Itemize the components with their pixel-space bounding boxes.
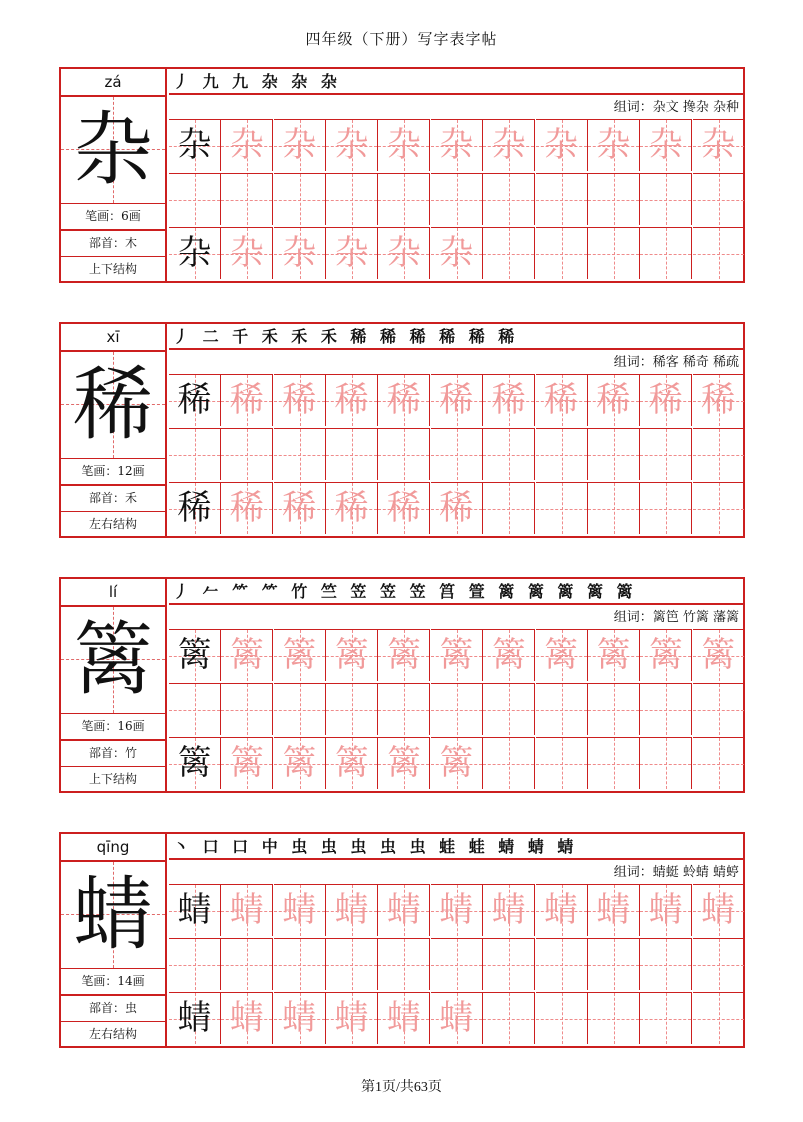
practice-cell[interactable] [169, 683, 221, 735]
trace-char: 稀 [334, 380, 369, 420]
practice-cell[interactable] [378, 119, 430, 171]
practice-cell[interactable] [640, 629, 692, 681]
practice-cell[interactable] [378, 374, 430, 426]
practice-cell[interactable] [483, 482, 535, 534]
trace-char: 蜻 [544, 890, 578, 930]
practice-cell[interactable] [221, 737, 273, 789]
character-info-panel [61, 579, 167, 791]
trace-char: 稀 [491, 380, 526, 420]
practice-cell[interactable] [431, 173, 483, 225]
word-examples: 组词：篱笆 竹篱 藩篱 [613, 610, 739, 625]
practice-cell[interactable] [326, 227, 378, 279]
trace-char: 稀 [229, 488, 264, 528]
practice-cell[interactable] [274, 683, 326, 735]
practice-model-char: 蜻 [177, 890, 212, 930]
practice-model-char: 稀 [177, 488, 212, 528]
practice-cell[interactable] [640, 938, 692, 990]
practice-cell[interactable] [274, 629, 326, 681]
model-character: 蜻 [73, 868, 153, 961]
practice-cell[interactable] [326, 737, 378, 789]
trace-char: 蜻 [282, 890, 317, 930]
trace-char: 稀 [229, 380, 264, 420]
practice-cell[interactable] [536, 482, 588, 534]
page-title: 四年级（下册）写字表字帖 [305, 30, 498, 48]
practice-cell[interactable] [640, 683, 692, 735]
trace-char: 篱 [439, 635, 474, 675]
trace-char: 稀 [544, 380, 578, 420]
model-character-box [61, 862, 165, 969]
stroke-order: 丿 二 千 禾 禾 禾 稀 稀 稀 稀 稀 稀 [169, 324, 745, 350]
trace-char: 蜻 [229, 998, 264, 1038]
pinyin: xī [61, 324, 165, 352]
practice-cell[interactable] [221, 992, 273, 1044]
practice-cell[interactable] [378, 938, 430, 990]
practice-cell[interactable] [588, 683, 640, 735]
word-examples: 组词：蜻蜓 蛉蜻 蜻蝏 [613, 865, 739, 880]
trace-char: 稀 [439, 380, 474, 420]
practice-cell[interactable] [169, 884, 221, 936]
trace-char: 篱 [282, 635, 317, 675]
practice-cell[interactable] [693, 173, 745, 225]
practice-cell[interactable] [326, 938, 378, 990]
practice-model-char: 稀 [177, 380, 212, 420]
practice-cell[interactable] [693, 629, 745, 681]
trace-char: 篱 [229, 635, 264, 675]
practice-cell[interactable] [221, 119, 273, 171]
practice-cell[interactable] [326, 428, 378, 480]
practice-cell[interactable] [588, 629, 640, 681]
practice-cell[interactable] [536, 992, 588, 1044]
practice-cell[interactable] [483, 629, 535, 681]
structure: 左右结构 [88, 517, 137, 531]
practice-cell[interactable] [169, 119, 221, 171]
practice-cell[interactable] [274, 428, 326, 480]
character-block [59, 67, 745, 283]
trace-char: 蜻 [229, 890, 264, 930]
practice-cell[interactable] [431, 938, 483, 990]
trace-char: 稀 [596, 380, 631, 420]
practice-cell[interactable] [693, 227, 745, 279]
model-character: 杂 [73, 103, 153, 196]
practice-cell[interactable] [640, 173, 692, 225]
practice-cell[interactable] [588, 482, 640, 534]
practice-grid [169, 629, 745, 791]
practice-cell[interactable] [536, 737, 588, 789]
practice-cell[interactable] [378, 428, 430, 480]
practice-cell[interactable] [221, 374, 273, 426]
practice-cell[interactable] [483, 374, 535, 426]
trace-char: 稀 [282, 380, 317, 420]
character-block [59, 322, 745, 538]
practice-cell[interactable] [326, 374, 378, 426]
trace-char: 稀 [282, 488, 317, 528]
practice-cell[interactable] [640, 119, 692, 171]
character-block [59, 832, 745, 1048]
practice-cell[interactable] [274, 884, 326, 936]
pinyin: zá [61, 69, 165, 97]
practice-cell[interactable] [326, 683, 378, 735]
practice-cell[interactable] [221, 482, 273, 534]
practice-cell[interactable] [588, 374, 640, 426]
structure: 上下结构 [88, 772, 137, 786]
practice-cell[interactable] [483, 119, 535, 171]
practice-cell[interactable] [431, 119, 483, 171]
practice-cell[interactable] [483, 938, 535, 990]
radical: 部首：禾 [61, 486, 165, 512]
practice-model-char: 篱 [177, 635, 212, 675]
stroke-count: 笔画：6画 [61, 204, 165, 231]
trace-char: 蜻 [439, 998, 474, 1038]
practice-cell[interactable] [640, 227, 692, 279]
practice-cell[interactable] [483, 683, 535, 735]
trace-char: 篱 [334, 743, 369, 783]
practice-cell[interactable] [378, 884, 430, 936]
practice-cell[interactable] [483, 992, 535, 1044]
practice-model-char: 杂 [177, 233, 212, 273]
practice-cell[interactable] [221, 428, 273, 480]
practice-cell[interactable] [169, 173, 221, 225]
practice-cell[interactable] [274, 173, 326, 225]
practice-cell[interactable] [326, 992, 378, 1044]
practice-cell[interactable] [693, 482, 745, 534]
practice-cell[interactable] [588, 119, 640, 171]
character-info-panel [61, 69, 167, 281]
trace-char: 稀 [701, 380, 736, 420]
practice-cell[interactable] [693, 683, 745, 735]
practice-grid [169, 884, 745, 1046]
radical: 部首：竹 [61, 741, 165, 767]
practice-cell[interactable] [326, 629, 378, 681]
practice-cell[interactable] [588, 938, 640, 990]
page-number: 第1页/共63页 [361, 1080, 442, 1095]
practice-cell[interactable] [588, 173, 640, 225]
trace-char: 稀 [386, 488, 421, 528]
practice-cell[interactable] [640, 992, 692, 1044]
trace-char: 杂 [439, 125, 474, 165]
practice-cell[interactable] [274, 227, 326, 279]
trace-char: 杂 [386, 125, 421, 165]
character-info-panel [61, 834, 167, 1046]
practice-cell[interactable] [378, 737, 430, 789]
practice-cell[interactable] [588, 737, 640, 789]
stroke-order: 丶 口 口 中 虫 虫 虫 虫 虫 蛙 蛙 蜻 蜻 蜻 [169, 834, 745, 860]
practice-cell[interactable] [431, 683, 483, 735]
practice-cell[interactable] [169, 374, 221, 426]
practice-cell[interactable] [431, 992, 483, 1044]
word-examples: 组词：杂文 搀杂 杂种 [613, 100, 739, 115]
trace-char: 稀 [648, 380, 683, 420]
practice-cell[interactable] [536, 884, 588, 936]
practice-cell[interactable] [483, 737, 535, 789]
character-block [59, 577, 745, 793]
trace-char: 杂 [491, 125, 526, 165]
trace-char: 篱 [491, 635, 526, 675]
practice-cell[interactable] [588, 227, 640, 279]
practice-cell[interactable] [693, 119, 745, 171]
practice-cell[interactable] [221, 173, 273, 225]
word-examples: 组词：稀客 稀奇 稀疏 [613, 355, 739, 370]
trace-char: 杂 [596, 125, 631, 165]
trace-char: 稀 [386, 380, 421, 420]
trace-char: 蜻 [596, 890, 631, 930]
trace-char: 稀 [334, 488, 369, 528]
practice-cell[interactable] [431, 629, 483, 681]
trace-char: 蜻 [491, 890, 526, 930]
practice-cell[interactable] [483, 173, 535, 225]
trace-char: 篱 [544, 635, 578, 675]
practice-cell[interactable] [431, 227, 483, 279]
trace-char: 篱 [386, 743, 421, 783]
practice-cell[interactable] [693, 938, 745, 990]
trace-char: 杂 [334, 125, 369, 165]
trace-char: 蜻 [439, 890, 474, 930]
practice-cell[interactable] [483, 884, 535, 936]
practice-cell[interactable] [640, 482, 692, 534]
practice-cell[interactable] [693, 428, 745, 480]
practice-cell[interactable] [274, 374, 326, 426]
pinyin: lí [61, 579, 165, 607]
practice-cell[interactable] [221, 683, 273, 735]
trace-char: 杂 [439, 233, 474, 273]
practice-cell[interactable] [588, 884, 640, 936]
practice-cell[interactable] [378, 992, 430, 1044]
trace-char: 杂 [229, 125, 264, 165]
practice-cell[interactable] [169, 737, 221, 789]
practice-cell[interactable] [536, 119, 588, 171]
trace-char: 蜻 [334, 998, 369, 1038]
trace-char: 杂 [648, 125, 683, 165]
practice-cell[interactable] [640, 737, 692, 789]
practice-cell[interactable] [169, 428, 221, 480]
trace-char: 篱 [596, 635, 631, 675]
practice-cell[interactable] [221, 227, 273, 279]
practice-model-char: 杂 [177, 125, 212, 165]
trace-char: 篱 [648, 635, 683, 675]
practice-cell[interactable] [169, 992, 221, 1044]
trace-char: 蜻 [648, 890, 683, 930]
practice-grid [169, 119, 745, 281]
practice-cell[interactable] [431, 482, 483, 534]
trace-char: 杂 [282, 233, 317, 273]
radical: 部首：木 [61, 231, 165, 257]
practice-cell[interactable] [536, 629, 588, 681]
practice-cell[interactable] [640, 884, 692, 936]
trace-char: 杂 [229, 233, 264, 273]
practice-cell[interactable] [169, 227, 221, 279]
practice-cell[interactable] [640, 374, 692, 426]
practice-cell[interactable] [221, 884, 273, 936]
stroke-count: 笔画：14画 [61, 969, 165, 996]
practice-cell[interactable] [483, 227, 535, 279]
trace-char: 蜻 [386, 998, 421, 1038]
trace-char: 篱 [334, 635, 369, 675]
trace-char: 篱 [701, 635, 736, 675]
trace-char: 杂 [701, 125, 736, 165]
practice-cell[interactable] [221, 629, 273, 681]
practice-model-char: 篱 [177, 743, 212, 783]
trace-char: 篱 [439, 743, 474, 783]
practice-cell[interactable] [169, 482, 221, 534]
practice-cell[interactable] [274, 119, 326, 171]
trace-char: 杂 [386, 233, 421, 273]
practice-cell[interactable] [431, 884, 483, 936]
practice-cell[interactable] [640, 428, 692, 480]
stroke-count: 笔画：12画 [61, 459, 165, 486]
trace-char: 杂 [334, 233, 369, 273]
practice-cell[interactable] [378, 227, 430, 279]
model-character-box [61, 97, 165, 204]
practice-cell[interactable] [378, 629, 430, 681]
practice-cell[interactable] [536, 428, 588, 480]
trace-char: 蜻 [282, 998, 317, 1038]
practice-cell[interactable] [326, 173, 378, 225]
stroke-count: 笔画：16画 [61, 714, 165, 741]
stroke-order: 丿 𠂉 ⺮ ⺮ 竹 竺 笠 笠 笠 筥 箮 篱 篱 篱 篱 篱 [169, 579, 745, 605]
practice-model-char: 蜻 [177, 998, 212, 1038]
model-character: 篱 [73, 613, 153, 706]
trace-char: 篱 [229, 743, 264, 783]
practice-cell[interactable] [274, 737, 326, 789]
practice-cell[interactable] [431, 374, 483, 426]
character-info-panel [61, 324, 167, 536]
model-character-box [61, 607, 165, 714]
practice-cell[interactable] [169, 938, 221, 990]
trace-char: 篱 [282, 743, 317, 783]
practice-cell[interactable] [378, 683, 430, 735]
practice-cell[interactable] [536, 374, 588, 426]
practice-cell[interactable] [169, 629, 221, 681]
practice-cell[interactable] [693, 374, 745, 426]
practice-cell[interactable] [536, 227, 588, 279]
practice-cell[interactable] [378, 173, 430, 225]
model-character-box [61, 352, 165, 459]
practice-cell[interactable] [693, 992, 745, 1044]
radical: 部首：虫 [61, 996, 165, 1022]
trace-char: 篱 [386, 635, 421, 675]
practice-cell[interactable] [274, 938, 326, 990]
practice-cell[interactable] [221, 938, 273, 990]
practice-cell[interactable] [588, 428, 640, 480]
practice-cell[interactable] [693, 737, 745, 789]
practice-cell[interactable] [326, 482, 378, 534]
model-character: 稀 [73, 358, 153, 451]
practice-cell[interactable] [326, 884, 378, 936]
practice-cell[interactable] [274, 482, 326, 534]
structure: 上下结构 [88, 262, 137, 276]
practice-cell[interactable] [431, 428, 483, 480]
trace-char: 杂 [282, 125, 317, 165]
trace-char: 杂 [544, 125, 578, 165]
trace-char: 蜻 [334, 890, 369, 930]
practice-cell[interactable] [483, 428, 535, 480]
practice-cell[interactable] [326, 119, 378, 171]
practice-cell[interactable] [693, 884, 745, 936]
structure: 左右结构 [88, 1027, 137, 1041]
practice-cell[interactable] [536, 173, 588, 225]
stroke-order: 丿 九 九 杂 杂 杂 [169, 69, 745, 95]
pinyin: qīng [61, 834, 165, 862]
practice-cell[interactable] [378, 482, 430, 534]
practice-cell[interactable] [536, 683, 588, 735]
practice-grid [169, 374, 745, 536]
practice-cell[interactable] [588, 992, 640, 1044]
practice-cell[interactable] [274, 992, 326, 1044]
practice-cell[interactable] [431, 737, 483, 789]
trace-char: 蜻 [386, 890, 421, 930]
trace-char: 稀 [439, 488, 474, 528]
practice-cell[interactable] [536, 938, 588, 990]
trace-char: 蜻 [701, 890, 736, 930]
